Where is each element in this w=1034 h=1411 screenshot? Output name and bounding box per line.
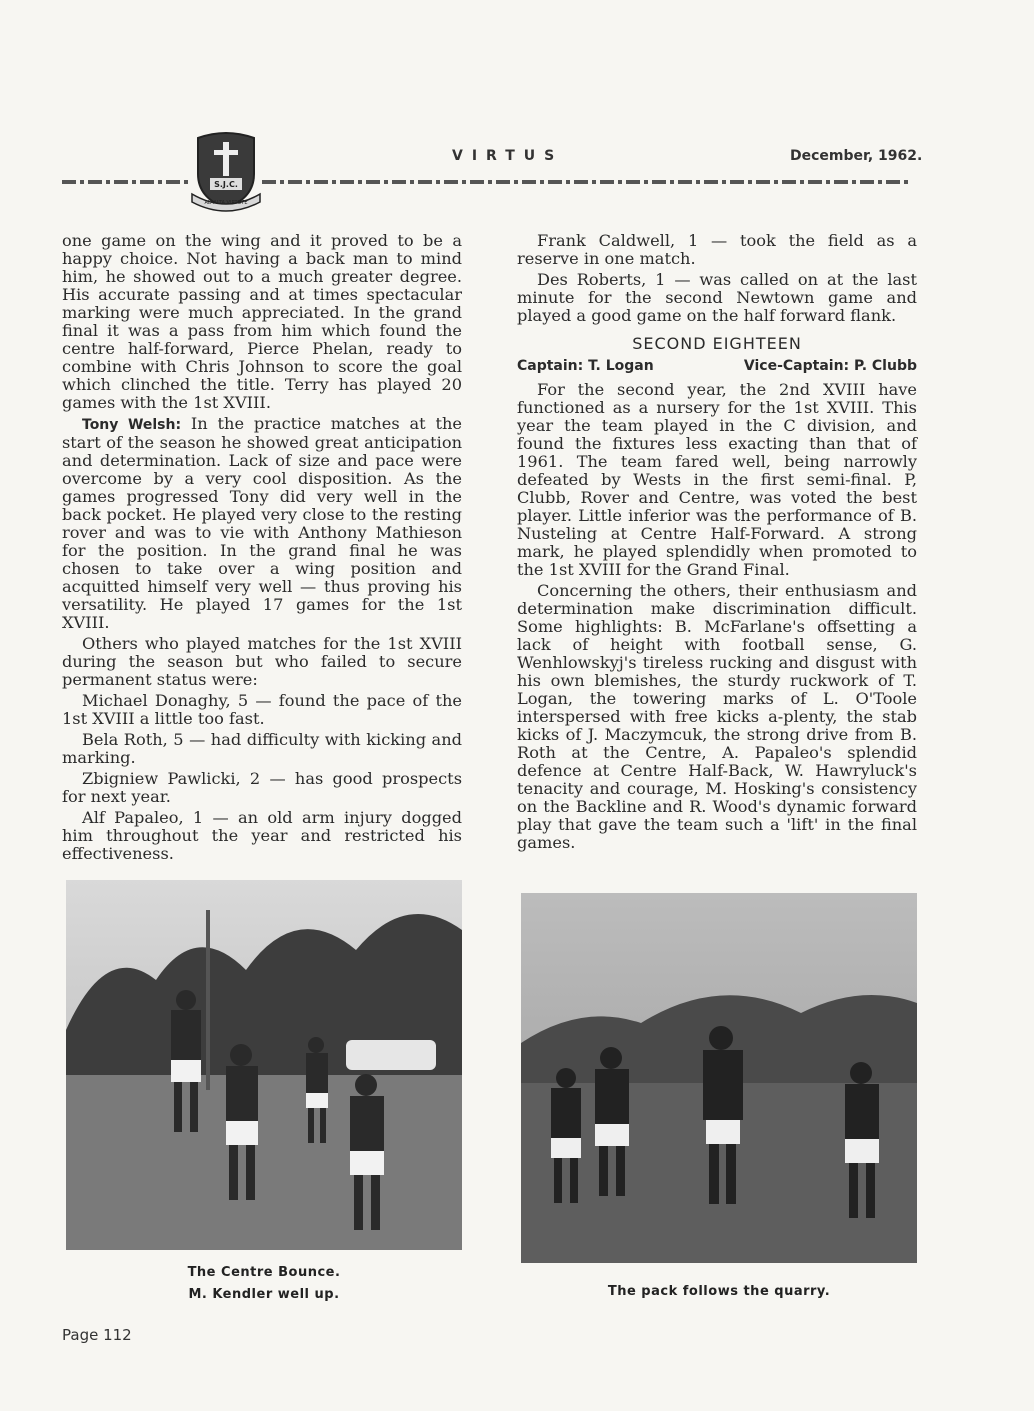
team-officers (517, 357, 917, 375)
caption-left-line-2: M. Kendler well up. (188, 1287, 340, 1302)
photo-centre-bounce-image (66, 880, 462, 1250)
caption-left-line-1: The Centre Bounce. (187, 1265, 341, 1280)
svg-text:AD ALTA VIRTUTE: AD ALTA VIRTUTE (204, 200, 248, 206)
paragraph-welsh (62, 415, 462, 632)
paragraph-highlights: Concerning the others, their enthusiasm and determination make discrimination difficult. Some highlights: B. McFarlane's offsetting a lack of height with football sense, G. Wenhlowskyj's tireless rucking and disgust with his own blemishes, the sturdy ruckwork of T. Logan, the towering marks of L. O'Toole interspersed with free kicks a-plenty, the stab kicks of J. Maczymcuk, the strong drive from B. Roth at the Centre, A. Papaleo's splendid defence at Centre Half-Back, W. Hawryluck's tenacity and courage, M. Hosking's consistency on the Backline and R. Wood's dynamic forward play that gave the team such a 'lift' in the final games. (517, 581, 917, 852)
welsh-text: In the practice matches at the start of the season he showed great anticipation and determination. Lack of size and pace were overcome by a very cool disposition. As the games progressed Tony did very well in the back pocket. He played very close to the resting rover and was to vie with Anthony Mathieson for the position. In the grand final he was chosen to take over a wing position and acquitted himself very well — thus proving his versatility. He played 17 games for the 1st XVIII. (62, 414, 462, 632)
caption-right: The pack follows the quarry. (607, 1284, 831, 1299)
header-rule-left (62, 180, 190, 184)
photo-pack-follows (521, 893, 917, 1263)
paragraph-roth: Bela Roth, 5 — had difficulty with kicking and marking. (62, 730, 462, 767)
issue-date: December, 1962. (790, 148, 923, 164)
paragraph-papaleo: Alf Papaleo, 1 — an old arm injury dogged him throughout the year and restricted his effectiveness. (62, 808, 462, 863)
paragraph-others: Others who played matches for the 1st XVIII during the season but who failed to secure permanent status were: (62, 634, 462, 689)
caption-left (66, 1262, 462, 1306)
photo-pack-follows-image (521, 893, 917, 1263)
paragraph-caldwell: Frank Caldwell, 1 — took the field as a reserve in one match. (517, 231, 917, 268)
magazine-title: VIRTUS (452, 148, 564, 164)
school-crest-icon (190, 128, 262, 212)
section-heading: SECOND EIGHTEEN (632, 334, 802, 353)
paragraph-roberts: Des Roberts, 1 — was called on at the last minute for the second Newtown game and played a good game on the half forward flank. (517, 270, 917, 325)
paragraph-second-eighteen: For the second year, the 2nd XVIII have functioned as a nursery for the 1st XVIII. This year the team played in the C division, and found the fixtures less exacting than that of 1961. The team fared well, being narrowly defeated by Wests in the first semi-final. P, Clubb, Rover and Centre, was voted the best player. Little inferior was the performance of B. Nusteling at Centre Half-Forward. A strong mark, he played splendidly when promoted to the 1st XVIII for the Grand Final. (517, 380, 917, 579)
page-header (0, 0, 1034, 215)
svg-text:S.J.C.: S.J.C. (214, 180, 238, 189)
header-rule-right (262, 180, 912, 184)
player-name-welsh: Tony Welsh: (82, 417, 182, 433)
page-number: Page 112 (62, 1326, 132, 1344)
paragraph-donaghy: Michael Donaghy, 5 — found the pace of the 1st XVIII a little too fast. (62, 691, 462, 728)
paragraph-terry: one game on the wing and it proved to be a happy choice. Not having a back man to mind him, he showed out to a much greater degree. His accurate passing and at times spectacular marking were much appreciated. In the grand final it was a pass from him which found the centre half-forward, Pierce Phelan, ready to combine with Chris Johnson to score the goal which clinched the title. Terry has played 20 games with the 1st XVIII. (62, 231, 462, 412)
left-column (62, 232, 462, 866)
paragraph-pawlicki: Zbigniew Pawlicki, 2 — has good prospects for next year. (62, 769, 462, 806)
photo-centre-bounce (66, 880, 462, 1250)
captain-label: Captain: T. Logan (517, 358, 654, 374)
vice-captain-label: Vice-Captain: P. Clubb (743, 358, 917, 374)
right-column (517, 232, 917, 855)
